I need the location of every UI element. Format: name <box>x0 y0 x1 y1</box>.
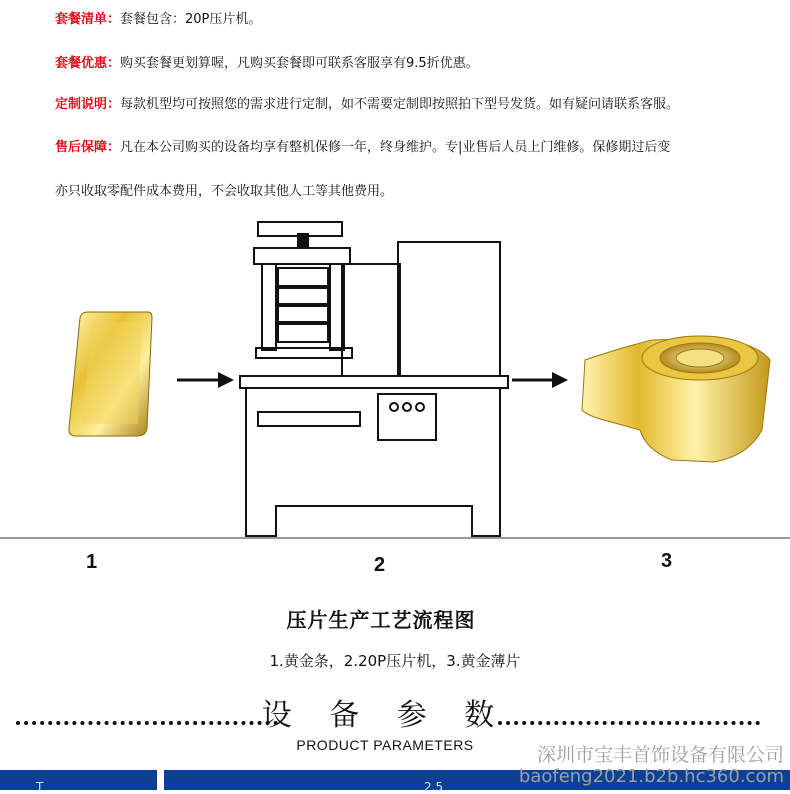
press-machine-illustration <box>240 222 508 536</box>
custom-note-label: 定制说明： <box>55 97 121 112</box>
table-header-left <box>0 770 157 794</box>
table-header-left-text: T <box>36 780 44 794</box>
package-list-text: 套餐包含：20P压片机。 <box>120 12 262 27</box>
package-offer-text: 购买套餐更划算喔，凡购买套餐即可联系客服享有9.5折优惠。 <box>120 56 479 71</box>
step-number-1: 1 <box>86 551 98 573</box>
gold-bar-image <box>69 312 152 436</box>
arrow-right-icon <box>177 372 234 388</box>
package-list-label: 套餐清单： <box>55 12 121 27</box>
params-title: 设 备 参 数 <box>261 698 509 733</box>
table-header-right-text: 2.5 <box>424 780 444 794</box>
step-number-3: 3 <box>661 550 673 572</box>
package-offer-label: 套餐优惠： <box>55 56 121 71</box>
watermark-url: baofeng2021.b2b.hc360.com <box>518 766 784 787</box>
gold-foil-roll-image <box>582 336 770 462</box>
process-caption: 1.黄金条，2.20P压片机，3.黄金薄片 <box>269 652 521 670</box>
custom-note-text: 每款机型均可按照您的需求进行定制，如不需要定制即按照拍下型号发货。如有疑问请联系客服。 <box>120 97 680 112</box>
step-number-2: 2 <box>374 554 386 576</box>
after-sales-label: 售后保障： <box>55 140 121 155</box>
after-sales-text-continued: 亦只收取零配件成本费用，不会收取其他人工等其他费用。 <box>55 184 394 199</box>
process-title: 压片生产工艺流程图 <box>286 608 476 632</box>
params-subtitle: PRODUCT PARAMETERS <box>296 737 474 753</box>
watermark-company: 深圳市宝丰首饰设备有限公司 <box>536 744 784 766</box>
after-sales-text: 凡在本公司购买的设备均享有整机保修一年，终身维护。专|业售后人员上门维修。保修期过后变 <box>120 140 671 155</box>
arrow-right-icon <box>512 372 568 388</box>
